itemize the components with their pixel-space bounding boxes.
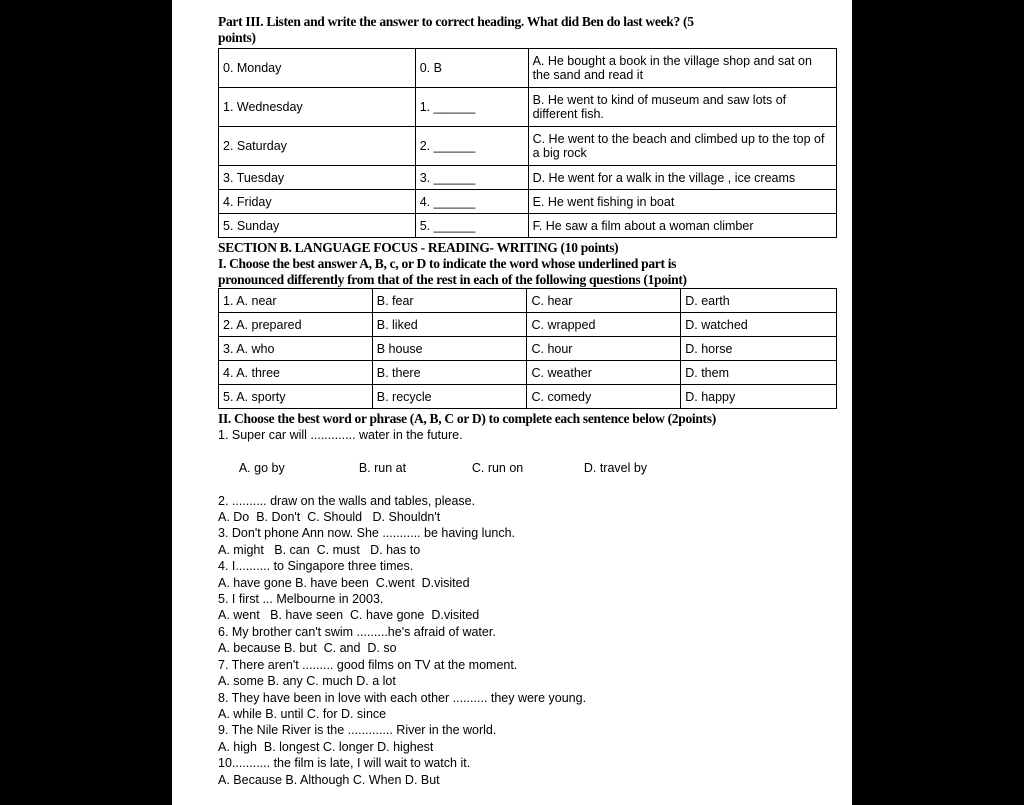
answer-line: A. high B. longest C. longer D. highest: [218, 739, 434, 754]
answer-line: A. some B. any C. much D. a lot: [218, 674, 396, 689]
option-cell: 4. A. three: [219, 361, 373, 385]
day-cell: 2. Saturday: [219, 127, 416, 166]
table-row: [219, 361, 837, 385]
option-cell: F. He saw a film about a woman climber: [528, 214, 836, 238]
part3-title-line1: Part III. Listen and write the answer to correct heading. What did Ben do last week? (5: [218, 14, 694, 29]
table-row: [219, 127, 837, 166]
day-cell: 5. Sunday: [219, 214, 416, 238]
answer-line: A. while B. until C. for D. since: [218, 706, 387, 721]
option-cell: D. them: [681, 361, 837, 385]
option-c: C. run on: [471, 460, 524, 475]
answer-line: A. might B. can C. must D. has to: [218, 542, 421, 557]
question-1-options: [218, 443, 838, 492]
option-b: B. run at: [358, 460, 407, 475]
answer-cell: 1. ______: [415, 88, 528, 127]
part1-title-line2: pronounced differently from that of the rest in each of the following questions (1point): [218, 272, 687, 287]
table-row: [219, 214, 837, 238]
question-line: 8. They have been in love with each other .......... they were young.: [218, 690, 587, 705]
part3-title-line2: points): [218, 30, 256, 45]
option-cell: C. wrapped: [527, 313, 681, 337]
option-cell: D. horse: [681, 337, 837, 361]
table-row: [219, 289, 837, 313]
table-row: [219, 88, 837, 127]
day-cell: 3. Tuesday: [219, 166, 416, 190]
option-cell: B. fear: [372, 289, 527, 313]
answer-cell: 3. ______: [415, 166, 528, 190]
document-content: [218, 14, 838, 788]
option-cell: C. hear: [527, 289, 681, 313]
answer-line: A. went B. have seen C. have gone D.visited: [218, 608, 480, 623]
table-row: [219, 337, 837, 361]
answer-line: A. Do B. Don't C. Should D. Shouldn't: [218, 510, 441, 525]
table-row: [219, 385, 837, 409]
day-cell: 0. Monday: [219, 49, 416, 88]
answer-cell: 2. ______: [415, 127, 528, 166]
option-cell: B house: [372, 337, 527, 361]
pronunciation-table: [218, 288, 837, 409]
answer-cell: 0. B: [415, 49, 528, 88]
option-cell: 5. A. sporty: [219, 385, 373, 409]
option-cell: B. liked: [372, 313, 527, 337]
option-cell: E. He went fishing in boat: [528, 190, 836, 214]
section-b-title: SECTION B. LANGUAGE FOCUS - READING- WRITING (10 points): [218, 240, 619, 255]
question-line: 3. Don't phone Ann now. She ........... be having lunch.: [218, 526, 516, 541]
option-cell: D. happy: [681, 385, 837, 409]
answer-cell: 5. ______: [415, 214, 528, 238]
option-cell: B. He went to kind of museum and saw lots of different fish.: [528, 88, 836, 127]
question-line: 6. My brother can't swim .........he's afraid of water.: [218, 624, 496, 639]
option-a: A. go by: [238, 460, 285, 475]
question-line: 2. .......... draw on the walls and tables, please.: [218, 493, 476, 508]
option-cell: C. He went to the beach and climbed up to the top of a big rock: [528, 127, 836, 166]
part1-title: [218, 256, 838, 288]
option-cell: B. recycle: [372, 385, 527, 409]
answer-line: A. because B. but C. and D. so: [218, 641, 397, 656]
question-line: 5. I first ... Melbourne in 2003.: [218, 592, 384, 607]
option-cell: A. He bought a book in the village shop and sat on the sand and read it: [528, 49, 836, 88]
question-line: 4. I.......... to Singapore three times.: [218, 559, 414, 574]
part3-title: [218, 14, 838, 46]
table-row: [219, 49, 837, 88]
answer-line: A. have gone B. have been C.went D.visited: [218, 575, 470, 590]
option-d: D. travel by: [583, 460, 648, 475]
option-cell: 2. A. prepared: [219, 313, 373, 337]
part1-title-line1: I. Choose the best answer A, B, c, or D to indicate the word whose underlined part is: [218, 256, 677, 271]
option-cell: D. He went for a walk in the village , ice creams: [528, 166, 836, 190]
option-cell: C. comedy: [527, 385, 681, 409]
table-row: [219, 190, 837, 214]
document-page: [172, 0, 852, 805]
day-cell: 4. Friday: [219, 190, 416, 214]
question-line: 9. The Nile River is the ............. River in the world.: [218, 723, 497, 738]
option-cell: D. watched: [681, 313, 837, 337]
option-cell: C. hour: [527, 337, 681, 361]
table-row: [219, 313, 837, 337]
answer-cell: 4. ______: [415, 190, 528, 214]
question-1: 1. Super car will ............. water in the future.: [218, 428, 463, 442]
question-line: 7. There aren't ......... good films on TV at the moment.: [218, 657, 518, 672]
part2-title: II. Choose the best word or phrase (A, B, C or D) to complete each sentence below (2points): [218, 411, 716, 426]
question-line: 10........... the film is late, I will wait to watch it.: [218, 756, 471, 771]
day-cell: 1. Wednesday: [219, 88, 416, 127]
option-cell: 3. A. who: [219, 337, 373, 361]
answer-line: A. Because B. Although C. When D. But: [218, 772, 440, 787]
table-row: [219, 166, 837, 190]
option-cell: 1. A. near: [219, 289, 373, 313]
part3-table: [218, 48, 837, 238]
option-cell: D. earth: [681, 289, 837, 313]
option-cell: B. there: [372, 361, 527, 385]
option-cell: C. weather: [527, 361, 681, 385]
